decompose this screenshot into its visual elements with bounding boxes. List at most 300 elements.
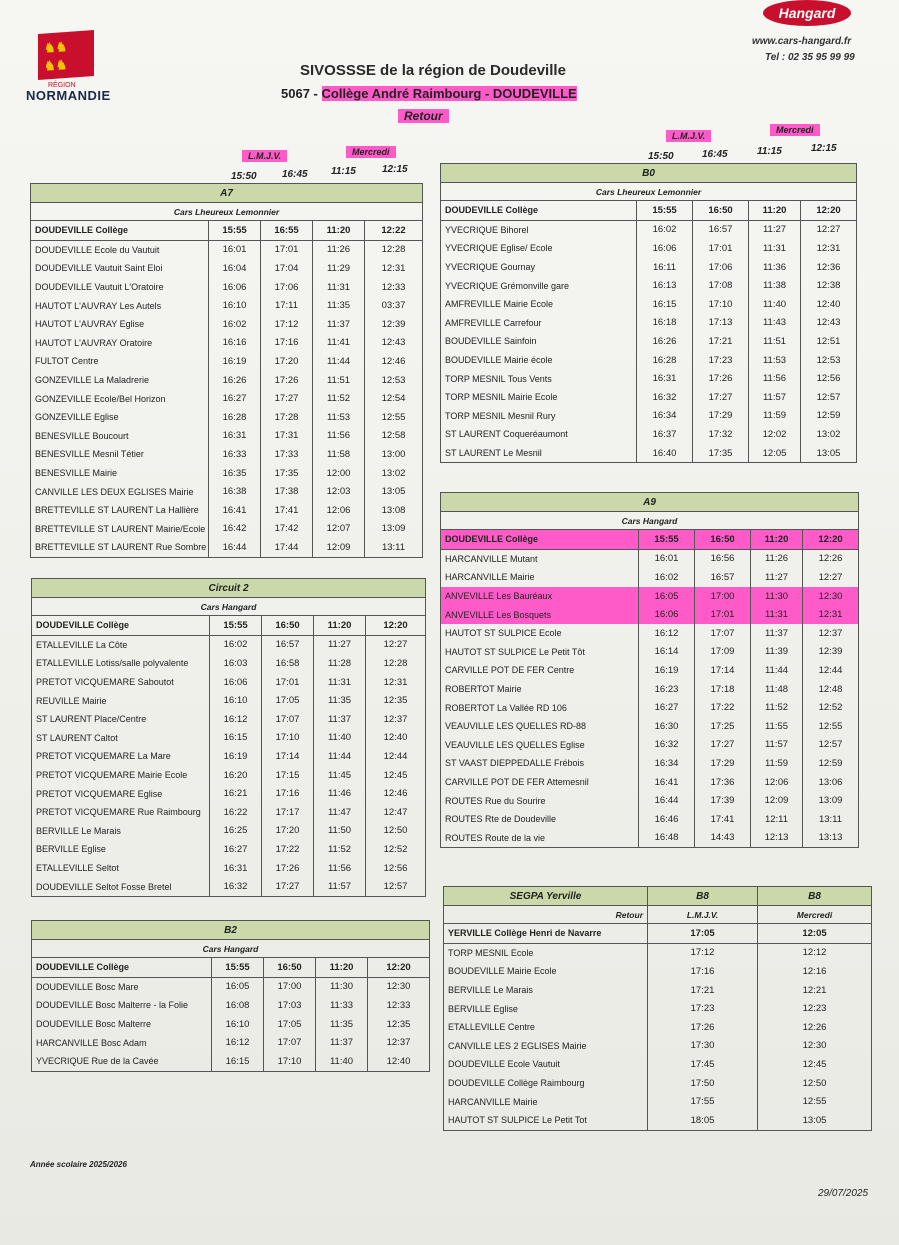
table-row <box>444 1018 872 1037</box>
departure-time: 17:05 <box>262 691 314 710</box>
table-row <box>31 334 423 353</box>
departure-time: 16:32 <box>637 388 693 407</box>
departure-time: 16:31 <box>210 859 262 878</box>
departure-time: 13:09 <box>803 791 859 810</box>
stop-name: PRETOT VICQUEMARE Saboutot <box>32 673 210 692</box>
stop-name: BRETTEVILLE ST LAURENT Mairie/Ecole <box>31 520 209 539</box>
departure-time: 13:05 <box>801 444 857 463</box>
departure-time: 11:59 <box>749 407 801 426</box>
table-row <box>31 538 423 557</box>
departure-time: 16:12 <box>210 710 262 729</box>
table-row <box>441 661 859 680</box>
departure-time: 17:26 <box>262 859 314 878</box>
table-row <box>441 332 857 351</box>
table-row <box>31 278 423 297</box>
departure-time: 12:46 <box>366 784 426 803</box>
departure-time: 12:53 <box>365 371 423 390</box>
departure-time: 12:51 <box>801 332 857 351</box>
departure-time: 17:10 <box>264 1052 316 1071</box>
stop-name: ROUTES Route de la vie <box>441 829 639 848</box>
stop-name: CARVILLE POT DE FER Centre <box>441 661 639 680</box>
table-row <box>31 464 423 483</box>
table-row <box>31 408 423 427</box>
departure-time: 11:38 <box>749 276 801 295</box>
departure-time: 16:15 <box>212 1052 264 1071</box>
stop-name: CANVILLE LES DEUX EGLISES Mairie <box>31 482 209 501</box>
departure-time: 12:57 <box>801 388 857 407</box>
segpa-col-mercredi: Mercredi <box>758 906 872 924</box>
table-row <box>441 220 857 239</box>
departure-time: 11:20 <box>749 201 801 221</box>
departure-time: 17:26 <box>693 369 749 388</box>
table-row <box>31 315 423 334</box>
table-row <box>32 673 426 692</box>
departure-time: 11:52 <box>751 698 803 717</box>
departure-time: 12:22 <box>365 221 423 241</box>
departure-time: 16:08 <box>212 996 264 1015</box>
table-row <box>32 822 426 841</box>
departure-time: 16:41 <box>639 773 695 792</box>
table-row <box>32 747 426 766</box>
departure-time: 11:47 <box>314 803 366 822</box>
departure-time: 12:55 <box>803 717 859 736</box>
table-row <box>31 352 423 371</box>
table-row <box>441 201 857 221</box>
stop-name: DOUDEVILLE Collège <box>31 221 209 241</box>
left-time-1: 15:50 <box>231 171 257 182</box>
departure-time: 17:16 <box>648 962 758 981</box>
departure-time: 11:28 <box>314 654 366 673</box>
carrier-name: Cars Hangard <box>32 940 430 958</box>
departure-time: 17:07 <box>695 624 751 643</box>
right-lmjv-label: L.M.J.V. <box>666 130 711 142</box>
stop-name: ANVEVILLE Les Bauréaux <box>441 587 639 606</box>
table-row <box>441 388 857 407</box>
table-row <box>31 445 423 464</box>
departure-time: 12:35 <box>368 1015 430 1034</box>
departure-time: 17:41 <box>261 501 313 520</box>
line-number: 5067 - <box>281 86 318 101</box>
stop-name: YVECRIQUE Bihorel <box>441 220 637 239</box>
departure-time: 17:13 <box>693 314 749 333</box>
departure-time: 13:13 <box>803 829 859 848</box>
stop-name: HARCANVILLE Mutant <box>441 549 639 568</box>
stop-name: BRETTEVILLE ST LAURENT Rue Sombre <box>31 538 209 557</box>
stop-name: DOUDEVILLE Vautuit L'Oratoire <box>31 278 209 297</box>
table-row <box>441 829 859 848</box>
departure-time: 11:52 <box>314 840 366 859</box>
departure-time: 11:20 <box>314 616 366 636</box>
departure-time: 11:57 <box>751 736 803 755</box>
departure-time: 12:47 <box>366 803 426 822</box>
departure-time: 12:00 <box>313 464 365 483</box>
table-row <box>441 605 859 624</box>
departure-time: 12:27 <box>801 220 857 239</box>
table-row <box>31 482 423 501</box>
departure-time: 17:00 <box>264 977 316 996</box>
stop-name: DOUDEVILLE Bosc Malterre <box>32 1015 212 1034</box>
departure-time: 17:29 <box>695 754 751 773</box>
departure-time: 17:32 <box>693 425 749 444</box>
departure-time: 16:32 <box>639 736 695 755</box>
departure-time: 11:30 <box>316 977 368 996</box>
table-row <box>32 1052 430 1071</box>
stop-name: ROBERTOT La Vallée RD 106 <box>441 698 639 717</box>
stop-name: YERVILLE Collège Henri de Navarre <box>444 924 648 944</box>
departure-time: 16:28 <box>209 408 261 427</box>
departure-time: 11:29 <box>313 259 365 278</box>
table-row <box>31 520 423 539</box>
table-circuit2 <box>31 578 426 897</box>
table-b2 <box>31 920 430 1072</box>
departure-time: 16:22 <box>210 803 262 822</box>
departure-time: 12:50 <box>758 1074 872 1093</box>
stop-name: ETALLEVILLE Seltot <box>32 859 210 878</box>
table-row <box>32 958 430 978</box>
departure-time: 11:53 <box>313 408 365 427</box>
segpa-rows <box>444 924 872 1131</box>
departure-time: 12:44 <box>803 661 859 680</box>
departure-time: 12:57 <box>803 736 859 755</box>
stop-name: GONZEVILLE Ecole/Bel Horizon <box>31 389 209 408</box>
departure-time: 16:12 <box>212 1033 264 1052</box>
departure-time: 12:40 <box>366 729 426 748</box>
stop-name: PRETOT VICQUEMARE La Mare <box>32 747 210 766</box>
stop-name: AMFREVILLE Mairie Ecole <box>441 295 637 314</box>
stop-name: ROBERTOT Mairie <box>441 680 639 699</box>
table-row <box>32 859 426 878</box>
departure-time: 15:55 <box>212 958 264 978</box>
departure-time: 12:11 <box>751 810 803 829</box>
departure-time: 12:40 <box>801 295 857 314</box>
stop-name: ST VAAST DIEPPEDALLE Frébois <box>441 754 639 773</box>
stop-name: YVECRIQUE Eglise/ Ecole <box>441 239 637 258</box>
departure-time: 11:46 <box>314 784 366 803</box>
departure-time: 17:16 <box>261 334 313 353</box>
departure-time: 17:17 <box>262 803 314 822</box>
departure-time: 11:35 <box>316 1015 368 1034</box>
stop-name: HAUTOT ST SULPICE Le Petit Tôt <box>441 643 639 662</box>
departure-time: 16:31 <box>209 427 261 446</box>
stop-name: ETALLEVILLE La Côte <box>32 635 210 654</box>
left-time-2: 16:45 <box>282 169 308 180</box>
departure-time: 11:51 <box>749 332 801 351</box>
departure-time: 11:33 <box>316 996 368 1015</box>
departure-time: 11:30 <box>751 587 803 606</box>
right-time-1: 15:50 <box>648 151 674 162</box>
departure-time: 17:15 <box>262 766 314 785</box>
departure-time: 16:02 <box>639 568 695 587</box>
departure-time: 16:56 <box>695 549 751 568</box>
line-title <box>281 86 577 101</box>
table-row <box>441 258 857 277</box>
departure-time: 11:27 <box>314 635 366 654</box>
stop-name: YVECRIQUE Rue de la Cavée <box>32 1052 212 1071</box>
departure-time: 17:22 <box>262 840 314 859</box>
departure-time: 17:10 <box>262 729 314 748</box>
departure-time: 17:28 <box>261 408 313 427</box>
stop-name: DOUDEVILLE Bosc Mare <box>32 977 212 996</box>
departure-time: 11:53 <box>749 351 801 370</box>
departure-time: 12:03 <box>313 482 365 501</box>
table-row <box>441 587 859 606</box>
stop-name: TORP MESNIL Tous Vents <box>441 369 637 388</box>
table-row <box>32 691 426 710</box>
departure-time: 12:20 <box>803 530 859 550</box>
departure-time: 17:12 <box>648 943 758 962</box>
stop-name: DOUDEVILLE Collège <box>32 958 212 978</box>
departure-time: 17:27 <box>695 736 751 755</box>
stop-name: DOUDEVILLE Bosc Malterre - la Folie <box>32 996 212 1015</box>
departure-time: 11:57 <box>314 877 366 896</box>
departure-time: 16:19 <box>210 747 262 766</box>
departure-time: 11:37 <box>313 315 365 334</box>
left-time-3: 11:15 <box>331 166 356 177</box>
departure-time: 12:43 <box>365 334 423 353</box>
table-row <box>32 710 426 729</box>
departure-time: 12:26 <box>758 1018 872 1037</box>
departure-time: 16:19 <box>209 352 261 371</box>
stop-name: ROUTES Rue du Sourire <box>441 791 639 810</box>
departure-time: 12:30 <box>758 1037 872 1056</box>
departure-time: 12:21 <box>758 981 872 1000</box>
departure-time: 16:50 <box>262 616 314 636</box>
segpa-title: SEGPA Yerville <box>444 887 648 906</box>
departure-time: 12:36 <box>801 258 857 277</box>
table-row <box>444 1037 872 1056</box>
table-row <box>444 924 872 944</box>
stop-name: TORP MESNIL Mesnil Rury <box>441 407 637 426</box>
table-row <box>441 624 859 643</box>
departure-time: 17:01 <box>261 240 313 259</box>
departure-time: 11:37 <box>751 624 803 643</box>
segpa-line-1: B8 <box>648 887 758 906</box>
table-a9 <box>440 492 859 848</box>
table-row <box>31 501 423 520</box>
table-row <box>441 239 857 258</box>
stop-name: DOUDEVILLE Collège <box>441 201 637 221</box>
stop-name: ANVEVILLE Les Bosquets <box>441 605 639 624</box>
departure-time: 12:50 <box>366 822 426 841</box>
circuit-name: A7 <box>31 184 423 203</box>
table-row <box>441 643 859 662</box>
departure-time: 16:44 <box>209 538 261 557</box>
departure-time: 11:35 <box>314 691 366 710</box>
carrier-name: Cars Hangard <box>32 598 426 616</box>
departure-time: 17:20 <box>262 822 314 841</box>
departure-time: 11:44 <box>751 661 803 680</box>
departure-time: 16:27 <box>639 698 695 717</box>
departure-time: 11:56 <box>749 369 801 388</box>
departure-time: 11:45 <box>314 766 366 785</box>
departure-time: 17:07 <box>264 1033 316 1052</box>
departure-time: 15:55 <box>637 201 693 221</box>
stop-name: HARCANVILLE Bosc Adam <box>32 1033 212 1052</box>
table-row <box>32 996 430 1015</box>
table-row <box>32 1033 430 1052</box>
table-row <box>32 729 426 748</box>
departure-time: 16:33 <box>209 445 261 464</box>
departure-time: 11:37 <box>314 710 366 729</box>
departure-time: 12:26 <box>803 549 859 568</box>
departure-time: 16:31 <box>637 369 693 388</box>
departure-time: 11:57 <box>749 388 801 407</box>
circuit-name: A9 <box>441 493 859 512</box>
stop-name: GONZEVILLE La Maladrerie <box>31 371 209 390</box>
circuit-name: B2 <box>32 921 430 940</box>
departure-time: 17:31 <box>261 427 313 446</box>
departure-time: 16:20 <box>210 766 262 785</box>
table-row <box>441 549 859 568</box>
departure-time: 12:05 <box>749 444 801 463</box>
stop-name: TORP MESNIL Ecole <box>444 943 648 962</box>
departure-time: 17:10 <box>693 295 749 314</box>
table-row <box>441 717 859 736</box>
departure-time: 16:28 <box>637 351 693 370</box>
stop-name: BERVILLE Eglise <box>444 999 648 1018</box>
departure-time: 17:39 <box>695 791 751 810</box>
departure-time: 16:05 <box>639 587 695 606</box>
departure-time: 15:55 <box>639 530 695 550</box>
departure-time: 16:04 <box>209 259 261 278</box>
stop-name: BOUDEVILLE Sainfoin <box>441 332 637 351</box>
departure-time: 16:27 <box>210 840 262 859</box>
table-row <box>441 425 857 444</box>
departure-time: 17:50 <box>648 1074 758 1093</box>
stop-name: ROUTES Rte de Doudeville <box>441 810 639 829</box>
departure-time: 12:33 <box>365 278 423 297</box>
departure-time: 12:20 <box>366 616 426 636</box>
departure-time: 12:07 <box>313 520 365 539</box>
stop-name: BERVILLE Le Marais <box>32 822 210 841</box>
departure-time: 17:41 <box>695 810 751 829</box>
departure-time: 15:55 <box>209 221 261 241</box>
departure-time: 14:43 <box>695 829 751 848</box>
departure-time: 15:55 <box>210 616 262 636</box>
direction-label: Retour <box>398 109 449 123</box>
departure-time: 12:45 <box>758 1055 872 1074</box>
table-row <box>441 754 859 773</box>
departure-time: 11:52 <box>313 389 365 408</box>
departure-time: 16:15 <box>210 729 262 748</box>
left-mercredi-label: Mercredi <box>346 146 396 158</box>
departure-time: 11:40 <box>314 729 366 748</box>
table-row <box>441 736 859 755</box>
departure-time: 11:35 <box>313 296 365 315</box>
departure-time: 12:20 <box>801 201 857 221</box>
stop-name: AMFREVILLE Carrefour <box>441 314 637 333</box>
departure-time: 03:37 <box>365 296 423 315</box>
table-row <box>32 803 426 822</box>
stop-name: VEAUVILLE LES QUELLES RD-88 <box>441 717 639 736</box>
stop-name: DOUDEVILLE Seltot Fosse Bretel <box>32 877 210 896</box>
segpa-line-2: B8 <box>758 887 872 906</box>
departure-time: 12:59 <box>801 407 857 426</box>
website-link[interactable]: www.cars-hangard.fr <box>752 36 852 47</box>
departure-time: 16:57 <box>695 568 751 587</box>
region-small-label: RÉGION <box>48 82 76 89</box>
departure-time: 11:55 <box>751 717 803 736</box>
departure-time: 11:31 <box>751 605 803 624</box>
normandie-flag-icon <box>38 30 94 80</box>
departure-time: 17:03 <box>264 996 316 1015</box>
departure-time: 16:21 <box>210 784 262 803</box>
departure-time: 12:54 <box>365 389 423 408</box>
departure-time: 17:26 <box>648 1018 758 1037</box>
stop-name: BRETTEVILLE ST LAURENT La Hallière <box>31 501 209 520</box>
departure-time: 17:38 <box>261 482 313 501</box>
departure-time: 16:02 <box>210 635 262 654</box>
stop-name: HAUTOT ST SULPICE Le Petit Tot <box>444 1111 648 1130</box>
departure-time: 17:27 <box>261 389 313 408</box>
table-row <box>32 840 426 859</box>
departure-time: 11:27 <box>751 568 803 587</box>
departure-time: 11:41 <box>313 334 365 353</box>
table-b0 <box>440 163 857 463</box>
stop-name: PRETOT VICQUEMARE Mairie Ecole <box>32 766 210 785</box>
departure-time: 17:29 <box>693 407 749 426</box>
departure-time: 18:05 <box>648 1111 758 1130</box>
departure-time: 16:34 <box>639 754 695 773</box>
table-row <box>441 773 859 792</box>
table-row <box>31 240 423 259</box>
departure-time: 16:48 <box>639 829 695 848</box>
stop-name: FULTOT Centre <box>31 352 209 371</box>
table-row <box>441 680 859 699</box>
school-year: Année scolaire 2025/2026 <box>30 1160 127 1169</box>
table-row <box>444 999 872 1018</box>
departure-time: 17:26 <box>261 371 313 390</box>
table-row <box>441 314 857 333</box>
departure-time: 11:37 <box>316 1033 368 1052</box>
stop-name: ETALLEVILLE Centre <box>444 1018 648 1037</box>
departure-time: 17:23 <box>648 999 758 1018</box>
departure-time: 16:16 <box>209 334 261 353</box>
departure-time: 17:14 <box>695 661 751 680</box>
departure-time: 17:11 <box>261 296 313 315</box>
stop-name: CARVILLE POT DE FER Attemesnil <box>441 773 639 792</box>
departure-time: 11:27 <box>749 220 801 239</box>
departure-time: 12:56 <box>366 859 426 878</box>
left-time-4: 12:15 <box>382 164 408 175</box>
stop-name: HARCANVILLE Mairie <box>441 568 639 587</box>
departure-time: 17:18 <box>695 680 751 699</box>
departure-time: 12:23 <box>758 999 872 1018</box>
circuit-name: Circuit 2 <box>32 579 426 598</box>
departure-time: 12:35 <box>366 691 426 710</box>
departure-time: 16:50 <box>693 201 749 221</box>
segpa-retour-label: Retour <box>444 906 648 924</box>
stop-name: TORP MESNIL Mairie Ecole <box>441 388 637 407</box>
departure-time: 17:27 <box>262 877 314 896</box>
table-row <box>31 259 423 278</box>
departure-time: 16:42 <box>209 520 261 539</box>
departure-time: 17:04 <box>261 259 313 278</box>
departure-time: 16:12 <box>639 624 695 643</box>
departure-time: 16:34 <box>637 407 693 426</box>
departure-time: 17:35 <box>693 444 749 463</box>
departure-time: 17:20 <box>261 352 313 371</box>
stop-name: ETALLEVILLE Lotiss/salle polyvalente <box>32 654 210 673</box>
departure-time: 16:46 <box>639 810 695 829</box>
stop-name: BENESVILLE Mairie <box>31 464 209 483</box>
table-row <box>441 369 857 388</box>
departure-time: 12:30 <box>803 587 859 606</box>
departure-time: 16:18 <box>637 314 693 333</box>
table-row <box>31 389 423 408</box>
departure-time: 16:05 <box>212 977 264 996</box>
stop-name: BERVILLE Le Marais <box>444 981 648 1000</box>
